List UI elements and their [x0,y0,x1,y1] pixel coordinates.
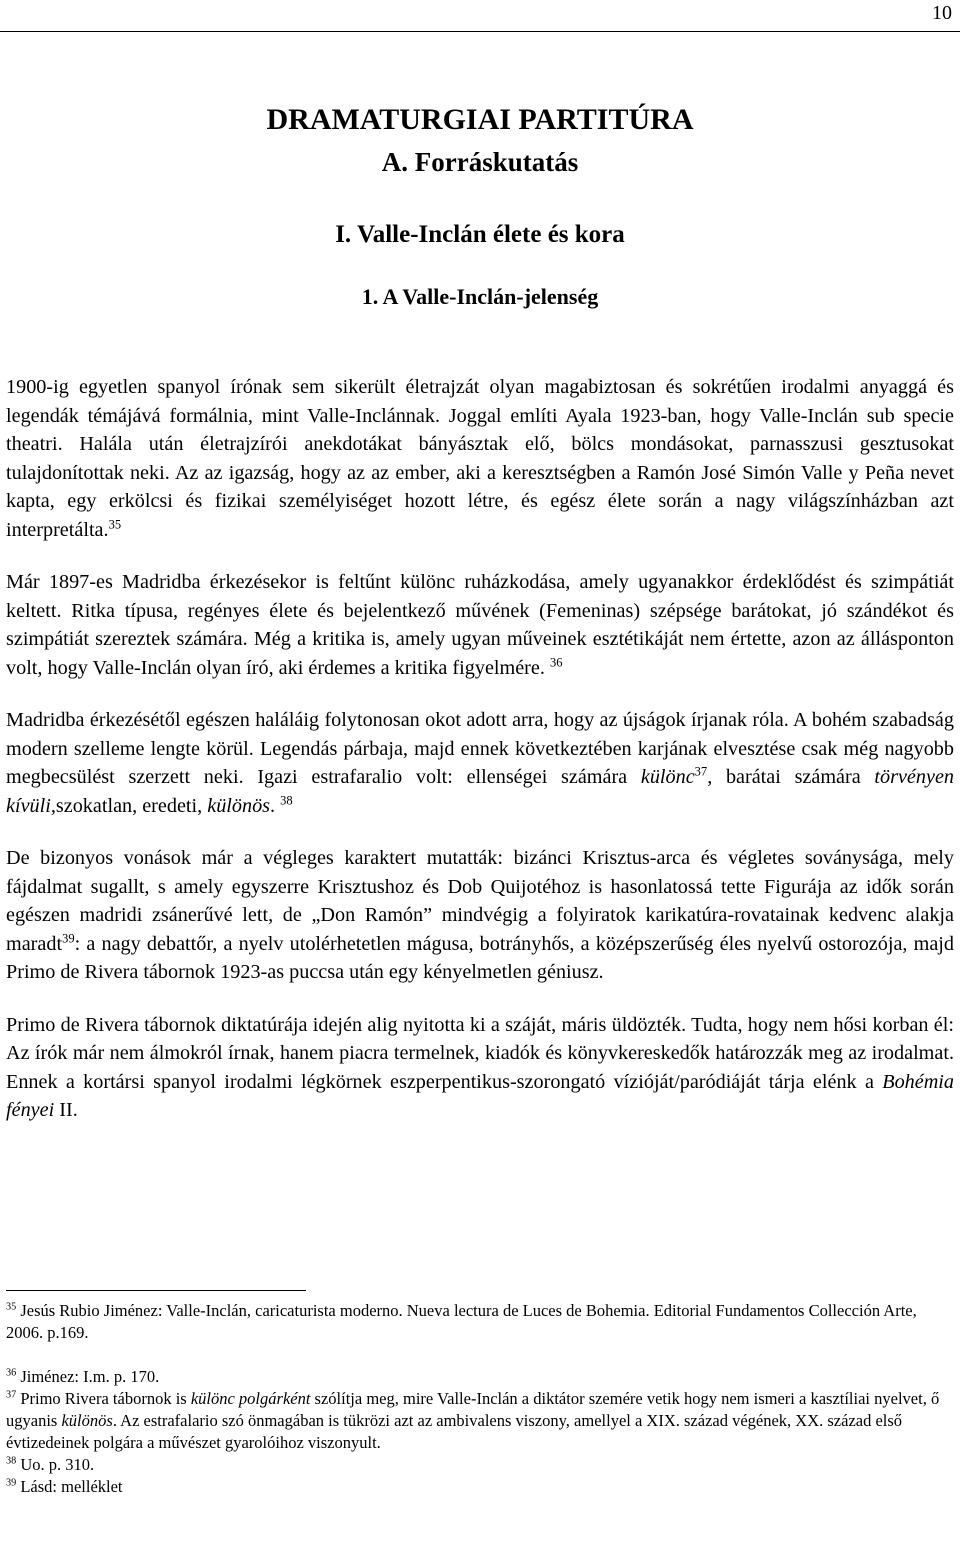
emphasis-text: különös [61,1411,113,1430]
paragraph-text: II. [54,1099,78,1121]
paragraph-text: Madridba érkezésétől egészen haláláig folytonosan okot adott arra, hogy az újságok írjanak róla. A bohém szabadság modern szelleme lengte körül. Legendás párbaja, majd ennek következtében karjának elvesztése csak még nagyobb megbecsülést szerzett neki. Igazi estrafaralio volt: ellenségei számára [6,709,954,788]
footnote-37 [6,1388,954,1454]
paragraph-text: , barátai számára [707,766,875,788]
footnote-text: Primo Rivera tábornok is [20,1389,191,1408]
paragraph-5 [6,1011,954,1125]
footnote-ref-38: 38 [280,792,293,807]
footnote-text: Uo. p. 310. [20,1455,95,1474]
footnote-text: Jesús Rubio Jiménez: Valle-Inclán, caricaturista moderno. Nueva lectura de Luces de Bohemia. Editorial Fundamentos Collección Arte, 2006. p.169. [6,1301,917,1342]
footnote-number: 39 [6,1477,17,1489]
paragraph-1 [6,373,954,544]
footnote-text: Lásd: melléklet [20,1477,123,1496]
footnote-text: . Az estrafalario szó önmagában is tükrözi azt az ambivalens viszony, amellyel a XIX. század végének, XX. század első évtizedeinek polgára a művészet gyarolóihoz viszonyult. [6,1411,903,1452]
book-title: Bohémia fényei [6,1070,954,1121]
footnote-number: 37 [6,1389,17,1401]
paragraph-4 [6,844,954,987]
header-divider [0,31,960,32]
paragraph-text: 1900-ig egyetlen spanyol írónak sem sikerült életrajzát olyan magabiztosan és sokrétűen irodalmi anyaggá és legendák témájává formálnia, mint Valle-Inclánnak. Joggal említi Ayala 1923-ban, hogy Valle-Inclán sub specie theatri. Halála után életrajzírói anekdotákat bányásztak elő, bölcs mondásokat, parnasszusi gesztusokat tulajdonítottak neki. Az az igazság, hogy az az ember, aki a keresztségben a Ramón José Simón Valle y Peña nevet kapta, egy erkölcsi és fizikai személyiséget hozott létre, és egész élete során a nagy világszínházban azt interpretálta. [6,376,954,541]
paragraph-3 [6,706,954,820]
emphasis-text: különös [207,794,271,817]
chapter-title: I. Valle-Inclán élete és kora [335,221,625,248]
footnote-ref-39: 39 [62,930,75,945]
footnote-ref-37: 37 [694,764,708,779]
footnote-number: 35 [6,1301,17,1313]
footnote-number: 38 [6,1455,17,1467]
page-number: 10 [932,2,952,24]
footnote-number: 36 [6,1367,17,1379]
emphasis-text: különc [640,766,695,788]
footnote-36 [6,1366,954,1388]
footnote-text: Jiménez: I.m. p. 170. [20,1367,160,1386]
section-title: 1. A Valle-Inclán-jelenség [361,284,599,309]
document-title: DRAMATURGIAI PARTITÚRA [266,103,694,136]
paragraph-text: De bizonyos vonások már a végleges karaktert mutatták: bizánci Krisztus-arca és végletes soványsága, mely fájdalmat sugallt, s amely egyszerre Krisztushoz és Dob Quijotéhoz is hasonlatossá tette Figurája az idők során egészen madridi zsánerűvé lett, de „Don Ramón” mindvégig a folyiratok karikatúra-rovatainak kedvenc alakja maradt [6,847,954,955]
footnotes [6,1300,954,1498]
paragraph-text: : a nagy debattőr, a nyelv utolérhetetlen mágusa, botrányhős, a középszerűség éles nyelvű ostorozója, majd Primo de Rivera tábornok 1923-as puccsa után egy kényelmetlen géniusz. [6,932,954,983]
body-text [6,373,954,1125]
paragraph-text: szokatlan, eredeti, [55,794,208,817]
part-title: A. Forráskutatás [381,147,579,177]
footnote-35 [6,1300,954,1344]
paragraph-text: Primo de Rivera tábornok diktatúrája idején alig nyitotta ki a száját, máris üldözték. Tudta, hogy nem hősi korban él: Az írók már nem álmokról írnak, hanem piacra termelnek, kiadók és könyvkereskedők határozzák meg az irodalmat. Ennek a kortársi spanyol irodalmi légkörnek eszperpentikus-szorongató vízióját/paródiáját tárja elénk a [6,1013,954,1093]
emphasis-text: különc polgárként [190,1389,311,1408]
paragraph-text: . [270,794,276,817]
paragraph-text: Már 1897-es Madridba érkezésekor is feltűnt különc ruházkodása, amely ugyanakkor érdeklődést és szimpátiát keltett. Ritka típusa, regényes élete és bejelentkező művének (Femeninas) szépsége barátokat, jó szándékot és szimpátiát szereztek számára. Még a kritika is, amely ugyan műveinek esztétikáját nem értette, azon az állásponton volt, hogy Valle-Inclán olyan író, aki érdemes a kritika figyelmére. [6,571,954,679]
footnote-38 [6,1454,954,1476]
footnote-text: szólítja meg, mire Valle-Inclán a diktátor szemére vetik hogy nem ismeri a kasztíliai nyelvet, ő ugyanis [6,1389,940,1430]
emphasis-text: törvényen kívüli, [6,766,954,817]
footnote-39 [6,1476,954,1498]
footnote-ref-35: 35 [108,516,122,531]
footnote-separator [6,1290,306,1291]
paragraph-2 [6,568,954,682]
footnote-ref-36: 36 [549,654,563,669]
